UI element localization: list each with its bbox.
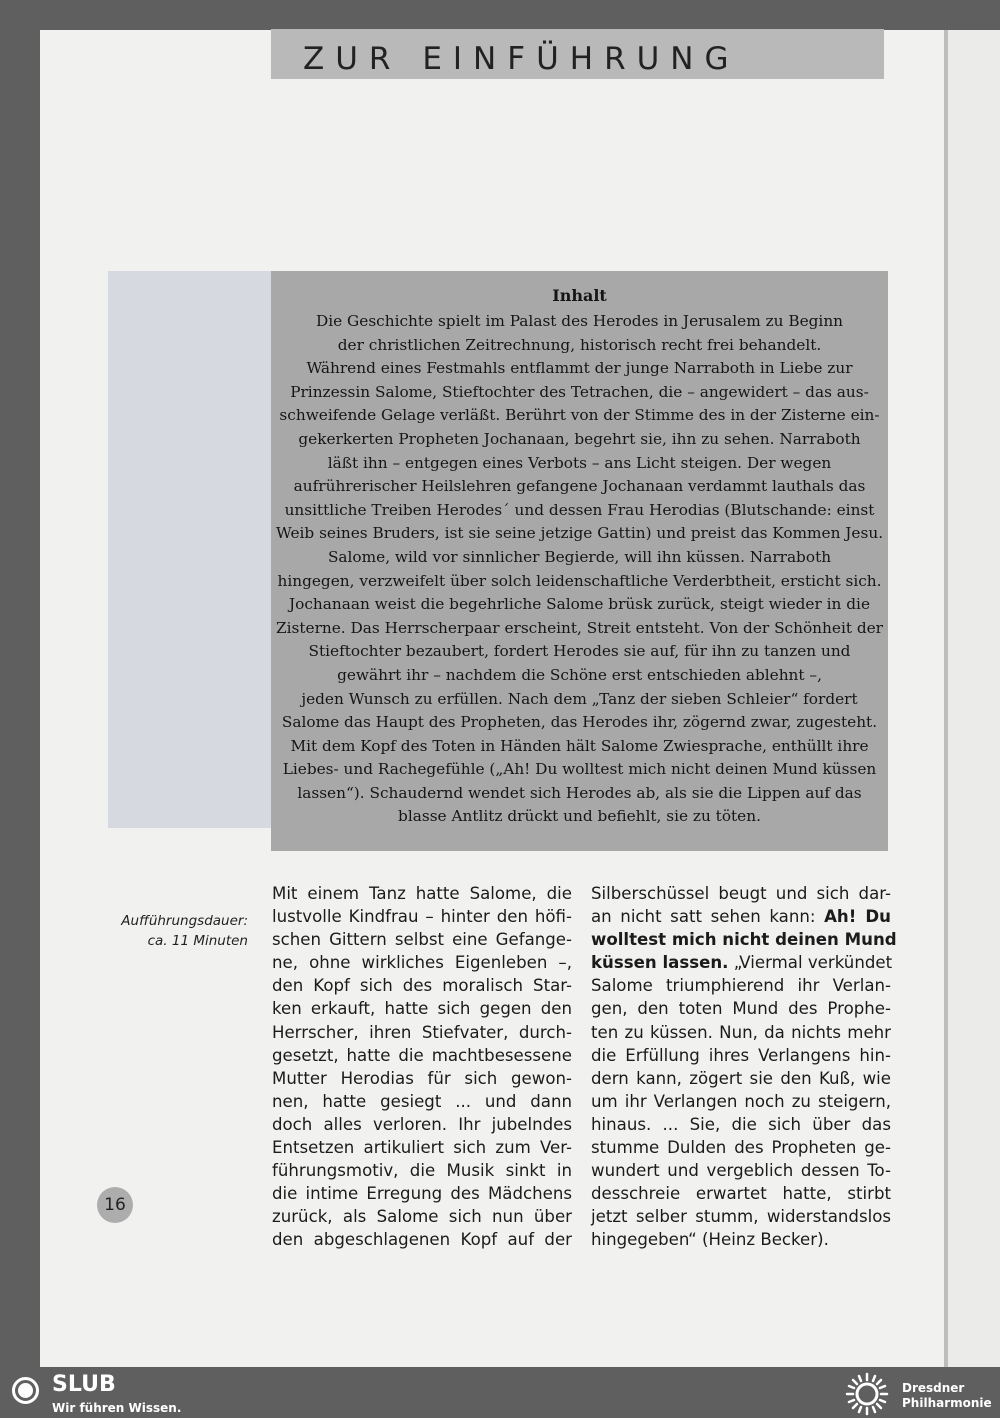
- text-line: Die Geschichte spielt im Palast des Herodes in Jerusalem zu Beginn: [315, 312, 844, 330]
- text-line: ken erkauft, hatte sich gegen den: [272, 999, 572, 1019]
- philharmonie-logo-icon: [843, 1370, 891, 1418]
- text-line: doch alles verloren. Ihr jubelndes: [272, 1114, 572, 1134]
- text-span: „Viermal verkündet: [728, 953, 893, 973]
- text-line: Mit einem Tanz hatte Salome, die: [272, 884, 572, 903]
- text-column-right: [591, 882, 897, 1252]
- text-line: die Erfüllung ihres Verlangens hin-: [591, 1045, 891, 1065]
- inhalt-text: [276, 310, 883, 829]
- text-line: Zisterne. Das Herrscherpaar erscheint, Streit entsteht. Von der Schönheit der: [276, 618, 883, 637]
- duration-value: ca. 11 Minuten: [147, 933, 248, 949]
- text-column-right-rest: [591, 974, 891, 1228]
- text-line: jeden Wunsch zu erfüllen. Nach dem „Tanz der sieben Schleier“ fordert: [301, 689, 858, 708]
- text-line: lassen“). Schaudernd wendet sich Herodes ab, als sie die Lippen auf das: [297, 783, 862, 802]
- text-line: hinaus. ... Sie, die sich über das: [591, 1114, 891, 1134]
- text-line: Weib seines Bruders, ist sie seine jetzige Gattin) und preist das Kommen Jesu.: [276, 524, 884, 543]
- text-line: [591, 905, 891, 928]
- text-line: zurück, als Salome sich nun über: [272, 1207, 572, 1227]
- text-line: desschreie erwartet hatte, stirbt: [591, 1184, 891, 1204]
- text-line: jetzt selber stumm, widerstandslos: [591, 1207, 891, 1227]
- text-line: gen, den toten Mund des Prophe-: [591, 999, 891, 1019]
- quote-bold: Ah! Du: [824, 907, 891, 927]
- page-number: 16: [97, 1187, 133, 1223]
- text-line: um ihr Verlangen noch zu steigern,: [591, 1091, 891, 1111]
- slub-tagline: Wir führen Wissen.: [52, 1401, 182, 1415]
- text-line: Entsetzen artikuliert sich zum Ver-: [272, 1138, 572, 1158]
- philharmonie-name-line2: Philharmonie: [902, 1396, 992, 1410]
- text-line: Liebes- und Rachegefühle („Ah! Du wolltest mich nicht deinen Mund küssen: [282, 760, 877, 779]
- text-span: an nicht satt sehen kann:: [591, 907, 825, 927]
- text-line: hingegen, verzweifelt über solch leidenschaftliche Verderbtheit, ersticht sich.: [277, 571, 882, 590]
- text-line: gekerkerten Propheten Jochanaan, begehrt sie, ihn zu sehen. Narraboth: [298, 429, 861, 448]
- text-column-left: [272, 882, 572, 1252]
- text-line: stumme Dulden des Propheten ge-: [591, 1138, 891, 1158]
- slub-logo-icon: [12, 1377, 39, 1404]
- philharmonie-name-line1: Dresdner: [902, 1381, 965, 1395]
- text-line: nen, hatte gesiegt ... und dann: [272, 1091, 572, 1111]
- text-line: ne, ohne wirkliches Eigenleben –,: [272, 953, 572, 973]
- text-line: dern kann, zögert sie den Kuß, wie: [591, 1068, 891, 1088]
- slub-name: SLUB: [52, 1372, 116, 1397]
- next-page-edge: [948, 30, 1000, 1367]
- duration-label: Aufführungsdauer:: [121, 913, 248, 929]
- text-line: Stieftochter bezaubert, fordert Herodes sie auf, für ihn zu tanzen und: [308, 642, 851, 661]
- text-line: den abgeschlagenen Kopf auf der: [272, 1230, 572, 1250]
- text-line: Prinzessin Salome, Stieftochter des Tetrachen, die – angewidert – das aus-: [290, 382, 869, 401]
- text-line: blasse Antlitz drückt und befiehlt, sie zu töten.: [398, 807, 761, 826]
- text-line: läßt ihn – entgegen eines Verbots – ans Licht steigen. Der wegen: [327, 453, 832, 472]
- text-line: Während eines Festmahls entflammt der junge Narraboth in Liebe zur: [306, 359, 853, 378]
- quote-bold: küssen lassen.: [591, 953, 729, 973]
- text-line: der christlichen Zeitrechnung, historisch recht frei behandelt.: [337, 335, 822, 354]
- text-line: ten zu küssen. Nun, da nichts mehr: [591, 1022, 891, 1042]
- quote-bold-line: wolltest mich nicht deinen Mund: [591, 930, 897, 950]
- text-line: Jochanaan weist die begehrliche Salome brüsk zurück, steigt wieder in die: [289, 595, 870, 614]
- text-line: die intime Erregung des Mädchens: [272, 1184, 572, 1204]
- text-line: führungsmotiv, die Musik sinkt in: [272, 1161, 572, 1181]
- text-line: Salome triumphierend ihr Verlan-: [591, 976, 891, 996]
- text-line: Salome, wild vor sinnlicher Begierde, will ihn küssen. Narraboth: [327, 547, 832, 566]
- text-line-last: hingegeben“ (Heinz Becker).: [591, 1230, 829, 1250]
- side-panel: [108, 271, 272, 828]
- text-line: unsittliche Treiben Herodes´ und dessen Frau Herodias (Blutschande: einst: [284, 500, 875, 519]
- text-line: Salome das Haupt des Propheten, das Herodes ihr, zögernd zwar, zugesteht.: [281, 713, 878, 732]
- text-line: wundert und vergeblich dessen To-: [591, 1161, 891, 1181]
- text-line: Herrscher, ihren Stiefvater, durch-: [272, 1022, 572, 1042]
- text-line: den Kopf sich des moralisch Star-: [272, 976, 572, 996]
- text-line: [591, 951, 891, 974]
- text-line: schweifende Gelage verläßt. Berührt von der Stimme des in der Zisterne ein-: [279, 406, 880, 425]
- text-line: Silberschüssel beugt und sich dar-: [591, 884, 891, 903]
- text-line: gewährt ihr – nachdem die Schöne erst entschieden ablehnt –,: [337, 665, 822, 684]
- duration-note: [100, 911, 248, 951]
- text-line: schen Gittern selbst eine Gefange-: [272, 930, 572, 950]
- text-line: gesetzt, hatte die machtbesessene: [272, 1045, 572, 1065]
- text-line: Mutter Herodias für sich gewon-: [272, 1068, 572, 1088]
- inhalt-title: Inhalt: [552, 286, 607, 305]
- text-line: Mit dem Kopf des Toten in Händen hält Salome Zwiesprache, enthüllt ihre: [290, 736, 869, 755]
- text-line: aufrührerischer Heilslehren gefangene Jochanaan verdammt lauthals das: [293, 477, 866, 496]
- page-title: ZUR EINFÜHRUNG: [303, 41, 740, 77]
- text-line: lustvolle Kindfrau – hinter den höfi-: [272, 907, 572, 927]
